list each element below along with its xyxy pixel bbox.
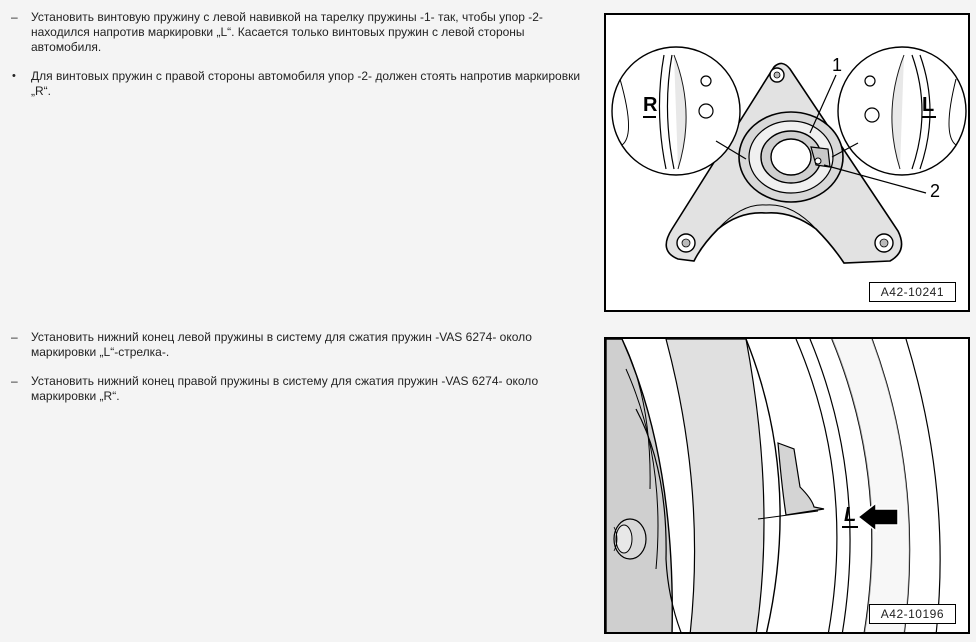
callout-2: 2 (930, 181, 941, 201)
mark-l-label: L (844, 504, 857, 526)
figure-spring-compressor (599, 332, 976, 638)
spring-compressor-drawing (606, 339, 968, 634)
instructions-top (0, 6, 596, 99)
figure-spring-seat (599, 8, 976, 316)
spring-seat-drawing (606, 15, 968, 310)
step-text: Установить винтовую пружину с левой навивкой на тарелку пружины -1- так, чтобы упор -2- находился напротив маркировки „L“. Касается только винтовых пружин с левой стороны автомобиля. (31, 10, 543, 54)
callout-1: 1 (832, 55, 843, 75)
step-text: Установить нижний конец правой пружины в систему для сжатия пружин -VAS 6274- около маркировки „R“. (31, 374, 539, 403)
step-text: Для винтовых пружин с правой стороны автомобиля упор -2- должен стоять напротив маркировки „R“. (31, 69, 581, 98)
dash-marker: – (11, 330, 18, 344)
figure-code: A42-10241 (869, 282, 956, 302)
step-item (0, 10, 596, 55)
figure-frame (604, 337, 970, 634)
step-item (0, 330, 596, 360)
step-item (0, 69, 596, 99)
bullet-marker: • (12, 70, 16, 82)
dash-marker: – (11, 10, 18, 24)
mark-r-label: R (643, 94, 658, 116)
step-text: Установить нижний конец левой пружины в систему для сжатия пружин -VAS 6274- около маркировки „L“-стрелка-. (31, 330, 532, 359)
mark-l-label: L (922, 94, 935, 116)
figure-frame (604, 13, 970, 312)
dash-marker: – (11, 374, 18, 388)
instructions-bottom (0, 326, 596, 404)
figure-code: A42-10196 (869, 604, 956, 624)
step-item (0, 374, 596, 404)
